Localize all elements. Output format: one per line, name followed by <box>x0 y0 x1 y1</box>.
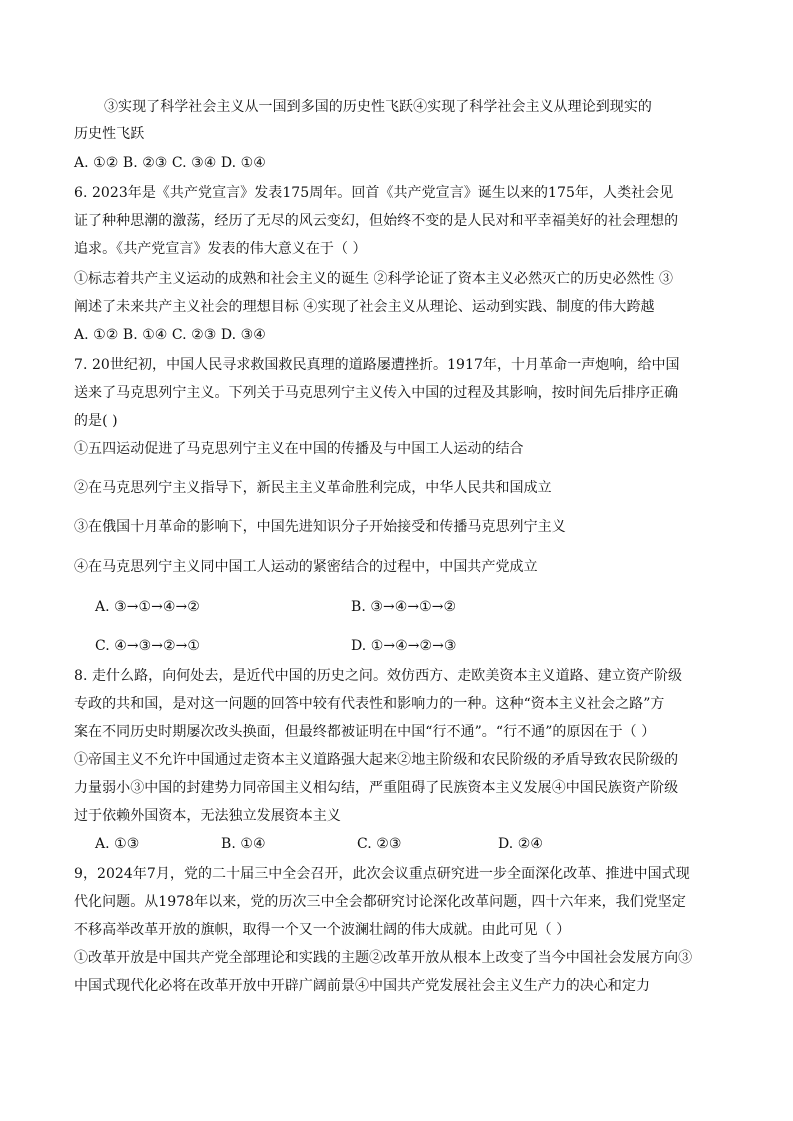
q9-stem-line-3: 不移高举改革开放的旗帜，取得一个又一个波澜壮阔的伟大成就。由此可见（ ） <box>74 922 571 938</box>
q5-answer-choices: A. ①② B. ②③ C. ③④ D. ①④ <box>74 155 266 171</box>
q8-statements-line-2: 力量弱小③中国的封建势力同帝国主义相勾结，严重阻碍了民族资本主义发展④中国民族资产阶级 <box>74 780 679 796</box>
q8-stem-line-2: 专政的共和国，是对这一问题的回答中较有代表性和影响力的一种。这种“资本主义社会之路”方 <box>74 696 665 712</box>
q8-option-c: C. ②③ <box>357 836 402 852</box>
q8-option-b: B. ①④ <box>221 836 266 852</box>
q9-stem-line-1: 9，2024年7月，党的二十届三中全会召开，此次会议重点研究进一步全面深化改革、推进中国式现 <box>74 866 690 882</box>
q8-stem-line-1: 8. 走什么路，向何处去，是近代中国的历史之问。效仿西方、走欧美资本主义道路、建立资产阶级 <box>74 668 683 684</box>
q7-stem-line-3: 的是( ) <box>74 413 118 429</box>
q6-statements-line-2: 阐述了未来共产主义社会的理想目标 ④实现了社会主义从理论、运动到实践、制度的伟大跨越 <box>74 299 655 315</box>
q7-option-b: B. ③→④→①→② <box>351 599 457 615</box>
q6-stem-line-1: 6. 2023年是《共产党宣言》发表175周年。回首《共产党宣言》诞生以来的175年，人类社会见 <box>74 185 674 201</box>
q6-stem-line-3: 追求。《共产党宣言》发表的伟大意义在于（ ） <box>74 241 367 257</box>
q7-stem-line-1: 7. 20世纪初，中国人民寻求救国救民真理的道路屡遭挫折。1917年，十月革命一声炮响，给中国 <box>74 357 680 373</box>
q7-statement-2: ②在马克思列宁主义指导下，新民主主义革命胜利完成，中华人民共和国成立 <box>74 480 552 496</box>
q5-options-line-1: ③实现了科学社会主义从一国到多国的历史性飞跃④实现了科学社会主义从理论到现实的 <box>104 99 652 115</box>
q7-statement-1: ①五四运动促进了马克思列宁主义在中国的传播及与中国工人运动的结合 <box>74 441 524 457</box>
q9-statements-line-2: 中国式现代化必将在改革开放中开辟广阔前景④中国共产党发展社会主义生产力的决心和定力 <box>74 978 651 994</box>
q8-option-a: A. ①③ <box>95 836 140 852</box>
q5-options-line-2: 历史性飞跃 <box>74 126 145 142</box>
q7-option-c: C. ④→③→②→① <box>95 638 201 654</box>
q7-statement-4: ④在马克思列宁主义同中国工人运动的紧密结合的过程中，中国共产党成立 <box>74 559 538 575</box>
q7-statement-3: ③在俄国十月革命的影响下，中国先进知识分子开始接受和传播马克思列宁主义 <box>74 519 566 535</box>
q8-option-d: D. ②④ <box>498 836 543 852</box>
q9-statements-line-1: ①改革开放是中国共产党全部理论和实践的主题②改革开放从根本上改变了当今中国社会发展方向③ <box>74 950 693 966</box>
q6-stem-line-2: 证了种种思潮的激荡，经历了无尽的风云变幻，但始终不变的是人民对和平幸福美好的社会理想的 <box>74 213 679 229</box>
q8-statements-line-3: 过于依赖外国资本，无法独立发展资本主义 <box>74 808 341 824</box>
q9-stem-line-2: 代化问题。从1978年以来，党的历次三中全会都研究讨论深化改革问题，四十六年来，我们党坚定 <box>74 894 686 910</box>
q6-answer-choices: A. ①② B. ①④ C. ②③ D. ③④ <box>74 327 266 343</box>
q7-option-a: A. ③→①→④→② <box>95 599 200 615</box>
q7-option-d: D. ①→④→②→③ <box>351 638 457 654</box>
q8-statements-line-1: ①帝国主义不允许中国通过走资本主义道路强大起来②地主阶级和农民阶级的矛盾导致农民阶级的 <box>74 752 679 768</box>
q6-statements-line-1: ①标志着共产主义运动的成熟和社会主义的诞生 ②科学论证了资本主义必然灭亡的历史必然性 ③ <box>74 271 674 287</box>
q8-stem-line-3: 案在不同历史时期屡次改头换面，但最终都被证明在中国“行不通”。“行不通”的原因在于（ ） <box>74 724 656 740</box>
q7-stem-line-2: 送来了马克思列宁主义。下列关于马克思列宁主义传入中国的过程及其影响，按时间先后排序正确 <box>74 385 679 401</box>
